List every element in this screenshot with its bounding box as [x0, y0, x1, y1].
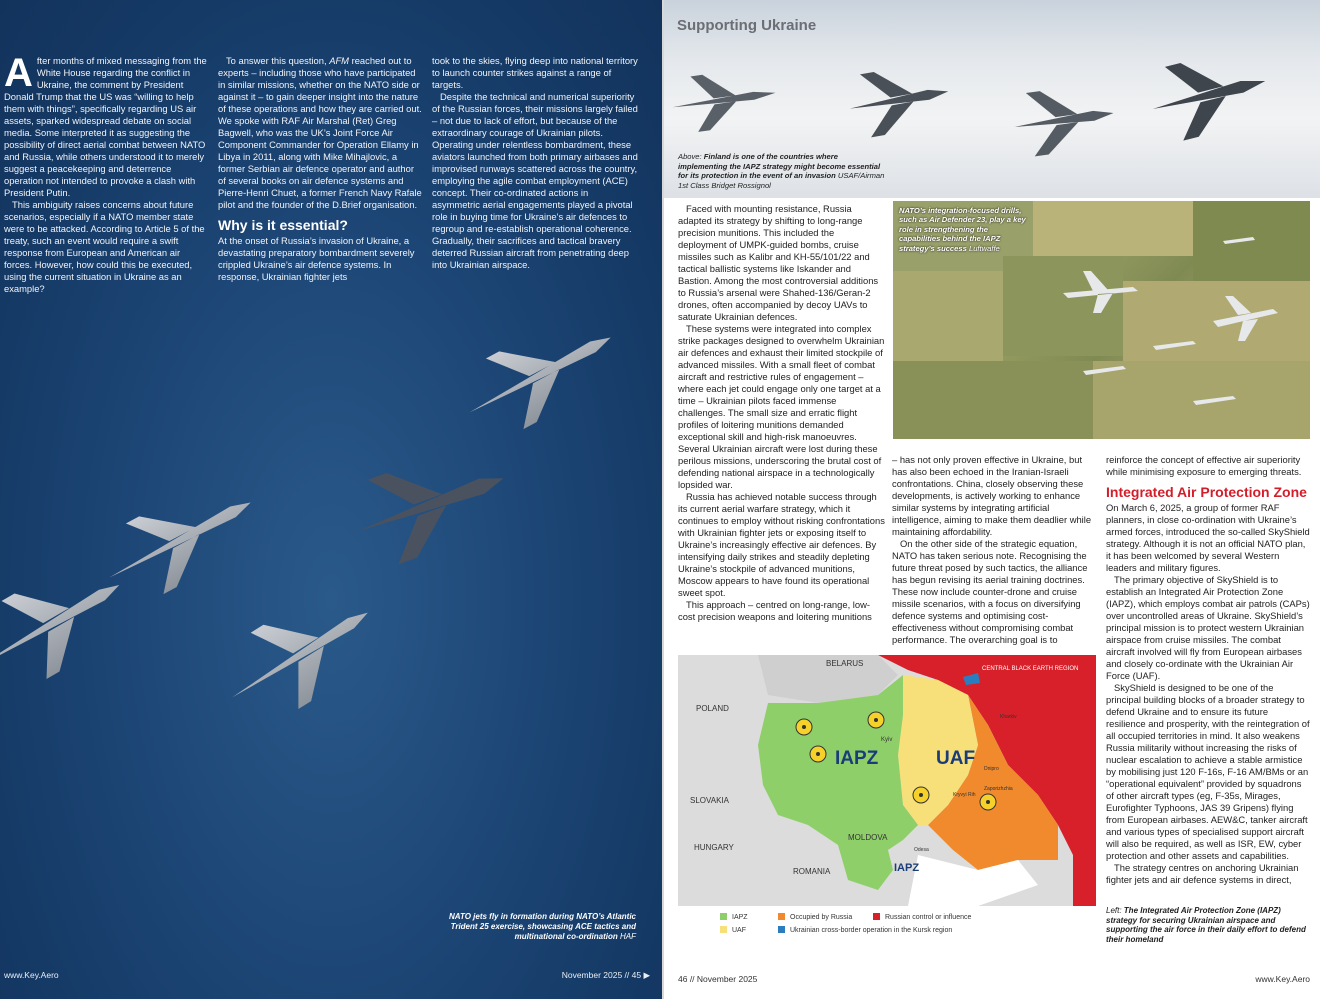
map-label-iapz-small: IAPZ	[894, 862, 920, 874]
svg-text:UAF: UAF	[732, 927, 746, 934]
map-caption: Left: The Integrated Air Protection Zone (IAPZ) strategy for securing Ukrainian airspace and supporting the air force in their daily effort to defend their homeland	[1106, 906, 1306, 944]
body-paragraph: took to the skies, flying deep into national territory to launch counter strikes against a range of targets.	[432, 55, 638, 90]
photo-credit: Luftwaffe	[968, 243, 1000, 253]
body-paragraph: The strategy centres on anchoring Ukrainian fighter jets and air defence systems in direct,	[1106, 862, 1299, 885]
map-label-kyiv: Kyiv	[881, 737, 893, 743]
map-label-poland: POLAND	[696, 704, 729, 713]
body-paragraph: – has not only proven effective in Ukraine, but has also been echoed in the Iranian-Israeli confrontations. China, closely observing these developments, is actively working to enhance similar systems by integrating artificial intelligence, aiming to make them deadlier while maintaining affordability.	[892, 454, 1092, 537]
body-paragraph: reinforce the concept of effective air superiority while minimising exposure to emerging threats.	[1106, 454, 1302, 477]
magazine-name: AFM	[329, 55, 349, 66]
jet-icon	[1144, 44, 1275, 146]
svg-text:Occupied by Russia: Occupied by Russia	[790, 914, 853, 921]
body-paragraph: These systems were integrated into complex strike packages designed to overwhelm Ukrainian air defences and exhaust their limited stockpile of advanced missiles. With a small fleet of combat aircraft and restrictive rules of engagement – where each jet could engage only one target at a time – Ukrainian pilots faced immense challenges. The small size and erratic flight profiles of loitering munitions demanded exceptional skill and high-risk manoeuvres. Several Ukrainian aircraft were lost during these perilous missions, underscoring the brutal cost of defending national airspace in a technologically lopsided war.	[678, 323, 885, 490]
footer-page-number: November 2025 // 45 ▶	[561, 970, 650, 980]
map-label-slovakia: SLOVAKIA	[690, 796, 729, 805]
right-column-2	[892, 454, 1098, 646]
left-column-3	[432, 55, 638, 271]
jet-icon	[669, 65, 780, 135]
jet-icon	[451, 302, 630, 448]
body-paragraph: This approach – centred on long-range, low-cost precision weapons and loitering munitions	[678, 599, 872, 622]
svg-text:Ukrainian cross-border operati: Ukrainian cross-border operation in the Kursk region	[790, 927, 953, 934]
body-paragraph: On the other side of the strategic equation, NATO has taken serious note. Recognising the future threat posed by such tactics, the alliance has begun revising its aerial training doctrines. These now include counter-drone and cruise missile scenarios, with a focus on diversifying defence systems and optimising cost-effectiveness without compromising combat performance. The overarching goal is to	[892, 538, 1088, 645]
photo-caption: Above: Finland is one of the countries where implementing the IAPZ strategy might become essential for its protection in the event of an invasion USAF/Airman 1st Class Bridget Rossignol	[678, 152, 885, 190]
map-label-moldova: MOLDOVA	[848, 833, 888, 842]
left-column-1	[4, 51, 208, 295]
radiation-icon	[810, 746, 826, 762]
jet-icon	[208, 574, 391, 735]
radiation-icon	[980, 794, 996, 810]
jet-icon	[91, 467, 270, 613]
svg-text:IAPZ: IAPZ	[732, 914, 748, 921]
jet-icon	[1010, 81, 1118, 158]
radiation-icon	[913, 787, 929, 803]
map-label-cber: CENTRAL BLACK EARTH REGION	[982, 666, 1079, 672]
right-page	[664, 0, 1320, 999]
photo-caption: NATO’s integration-focused drills, such as Air Defender 23, play a key role in strengthening the capabilities behind the IAPZ strategy’s success Luftwaffe	[899, 206, 1026, 253]
photo-caption: NATO jets fly in formation during NATO’s Atlantic Trident 25 exercise, showcasing ACE tactics and multinational co-ordination HAF	[449, 912, 636, 941]
left-column-2	[218, 55, 422, 283]
footer-page-number: 46 // November 2025	[678, 974, 758, 984]
map-label-hungary: HUNGARY	[694, 843, 734, 852]
map-label-iapz-large: IAPZ	[835, 748, 879, 769]
formation-over-fields-photo	[893, 201, 1310, 439]
body-paragraph: On March 6, 2025, a group of former RAF planners, in close co-ordination with Ukraine’s armed forces, introduced the so-called SkyShield strategy. Although it is not an official NATO plan, it has been welcomed by several Western leaders and military figures.	[1106, 502, 1310, 573]
map-label-romania: ROMANIA	[793, 867, 831, 876]
footer-url[interactable]: www.Key.Aero	[1255, 974, 1310, 984]
body-paragraph: Despite the technical and numerical superiority of the Russian forces, their missions largely failed – not due to lack of effort, but because of the extraordinary courage of Ukrainian pilots. Operating under relentless bombardment, these aviators launched from both primary airbases and improvised runways scattered across the country, employing the agile combat employment (ACE) concept. Their co-ordinated actions in asymmetric aerial engagements played a pivotal role in buying time for Ukraine’s air defences to regroup and re-establish operational coherence. Gradually, their sacrifices and tactical bravery deterred Russian aircraft from penetrating deep into Ukrainian airspace.	[432, 91, 638, 270]
section-heading: Integrated Air Protection Zone	[1106, 484, 1307, 500]
section-title: Supporting Ukraine	[677, 17, 817, 34]
body-paragraph: To answer this question, AFM reached out to experts – including those who have participated in similar missions, whether on the NATO side or against it – to gain deeper insight into the nature of these operations and how they are carried out. We spoke with RAF Air Marshal (Ret) Greg Bagwell, who was the UK’s Joint Force Air Component Commander for Operation Ellamy in Libya in 2011, along with Mike Mihajlovic, a former Serbian air defence operator and author of several books on air defence systems and Pierre-Henri Chuet, a former French Navy Rafale pilot and the founder of the D.Brief organisation.	[218, 55, 422, 210]
map-label-odesa: Odesa	[914, 847, 929, 853]
section-heading: Why is it essential?	[218, 217, 348, 233]
map-legend	[678, 906, 1096, 942]
body-paragraph: Russia has achieved notable success through its current aerial warfare strategy, which it continues to employ without risking confrontations with Ukrainian fighter jets or exposing itself to Ukraine’s increasingly effective air defences. By intensifying daily strikes and steadily depleting Ukraine’s stockpile of advanced munitions, Moscow appears to have found its operational sweet spot.	[678, 491, 885, 598]
map-label-uaf-large: UAF	[936, 748, 976, 769]
body-paragraph: Faced with mounting resistance, Russia adapted its strategy by shifting to long-range precision munitions. This included the deployment of UMPK-guided bombs, cruise missiles such as Kalibr and KH-55/101/22 and tactical ballistic systems like Iskander and Bastion. Among the most controversial additions to Russia’s arsenal were Shahed-136/Geran-2 drones, often accompanied by decoy UAVs to saturate Ukrainian defences.	[678, 203, 879, 322]
footer-url[interactable]: www.Key.Aero	[4, 970, 59, 980]
body-paragraph: The primary objective of SkyShield is to establish an Integrated Air Protection Zone (IAPZ), which employs combat air patrols (CAPs) over uncontrolled areas of Ukraine. SkyShield’s principal mission is to protect western Ukrainian airspace from cruise missiles. The combat aircraft involved will fly from European airbases and closely co-ordinate with the Ukrainian Air Force (UAF).	[1106, 574, 1310, 681]
map-label-belarus: BELARUS	[826, 659, 864, 668]
map-label-kharkiv: Kharkiv	[1000, 714, 1017, 720]
right-column-3	[1106, 454, 1310, 886]
iapz-map	[678, 655, 1096, 942]
radiation-icon	[796, 719, 812, 735]
svg-text:Russian control or influence: Russian control or influence	[885, 914, 972, 921]
photo-credit: HAF	[620, 932, 636, 941]
body-paragraph: SkyShield is designed to be one of the principal building blocks of a broader strategy to defend Ukraine and to ensure its future resilience and prosperity, with the reintegration of all occupied territories in mind. It also weakens Russia militarily without increasing the risks of nuclear escalation to achieve a stable armistice by mobilising just 120 F-16s, F-16 AM/BMs or an “operational equivalent” provided by squadrons of other aircraft types (eg, F-35s, Mirages, Eurofighter Typhoons, JAS 39 Gripens) flying from European airbases. AEW&C, tanker aircraft and various types of specialised support aircraft will also be required, as well as ISR, EW, cyber protection and other assets and capabilities.	[1106, 682, 1310, 861]
jet-icon	[844, 60, 954, 140]
body-paragraph: fter months of mixed messaging from the White House regarding the conflict in Ukraine, the comment by President Donald Trump that the US was “willing to help them with things”, specifically regarding US air assets, sparked widespread debate on social media. Some interpreted it as suggesting the possibility of direct aerial combat between NATO and Russia, while others understood it to merely suggest a peacekeeping and deterrence operation not intended to provoke a clash with President Putin.	[4, 55, 207, 198]
jet-icon	[0, 546, 142, 704]
drop-cap: A	[4, 51, 33, 95]
body-paragraph: This ambiguity raises concerns about future scenarios, especially if a NATO member state were to be attacked. According to Article 5 of the treaty, such an event would require a swift response from European and American air forces. However, how could this be executed, using the current situation in Ukraine as an example?	[4, 199, 205, 294]
body-paragraph: At the onset of Russia’s invasion of Ukraine, a devastating preparatory bombardment severely crippled Ukraine’s air defence systems. In response, Ukrainian fighter jets	[218, 235, 415, 282]
jet-icon	[344, 436, 519, 573]
map-label-dnipro: Dnipro	[984, 766, 999, 772]
map-label-zaporizhzhia: Zaporizhzhia	[984, 786, 1013, 792]
map-label-kryvyi-rih: Kryvyi Rih	[953, 792, 976, 798]
radiation-icon	[868, 712, 884, 728]
right-column-1	[678, 203, 885, 623]
photo-credit: USAF/Airman 1st Class Bridget Rossignol	[678, 171, 885, 190]
